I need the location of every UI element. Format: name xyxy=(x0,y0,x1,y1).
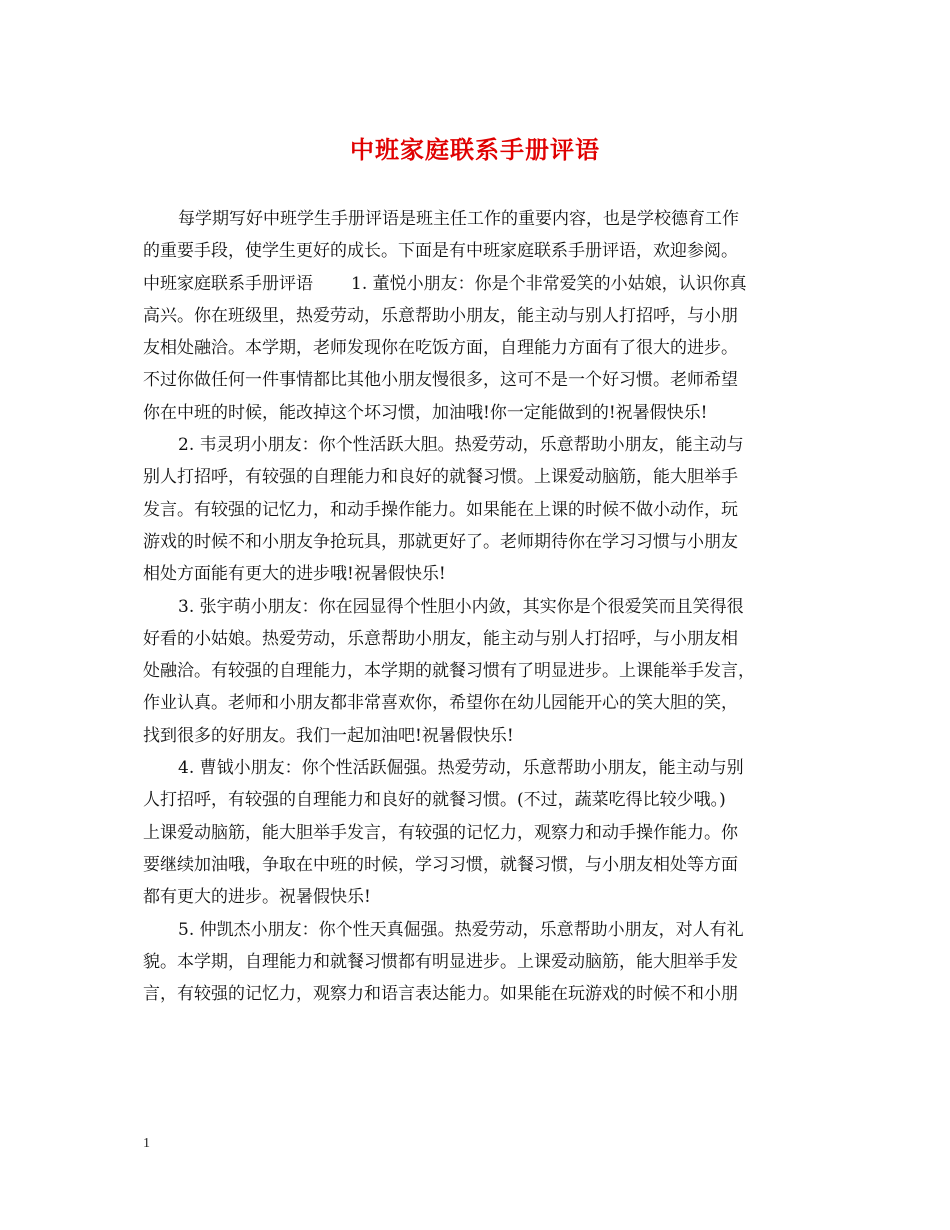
text-line-content: 3. 张宇萌小朋友：你在园显得个性胆小内敛，其实你是个很爱笑而且笑得很 xyxy=(178,596,744,617)
text-line xyxy=(143,849,808,881)
text-line xyxy=(143,235,808,267)
text-line-content: 的重要手段，使学生更好的成长。下面是有中班家庭联系手册评语，欢迎参阅。 xyxy=(143,241,738,262)
page-number: 1 xyxy=(143,1136,150,1151)
text-line xyxy=(143,655,808,687)
text-line xyxy=(143,558,808,590)
text-line-content: 相处方面能有更大的进步哦!祝暑假快乐! xyxy=(143,564,446,585)
text-line xyxy=(143,591,808,623)
text-line-content: 好看的小姑娘。热爱劳动，乐意帮助小朋友，能主动与别人打招呼，与小朋友相 xyxy=(143,628,738,649)
text-line xyxy=(143,461,808,493)
text-line-content: 找到很多的好朋友。我们一起加油吧!祝暑假快乐! xyxy=(143,725,514,746)
text-line xyxy=(143,526,808,558)
text-line-content: 高兴。你在班级里，热爱劳动，乐意帮助小朋友，能主动与别人打招呼，与小朋 xyxy=(143,305,738,326)
text-line-content: 游戏的时候不和小朋友争抢玩具，那就更好了。老师期待你在学习习惯与小朋友 xyxy=(143,531,738,552)
text-line-content: 人打招呼，有较强的自理能力和良好的就餐习惯。(不过，蔬菜吃得比较少哦。) xyxy=(143,790,726,811)
text-line xyxy=(143,397,808,429)
document-title: 中班家庭联系手册评语 xyxy=(350,135,600,164)
text-line xyxy=(143,784,808,816)
text-line-content: 友相处融洽。本学期，老师发现你在吃饭方面，自理能力方面有了很大的进步。 xyxy=(143,338,738,359)
text-line-content: 处融洽。有较强的自理能力，本学期的就餐习惯有了明显进步。上课能举手发言， xyxy=(143,661,755,682)
text-line-content: 5. 仲凯杰小朋友：你个性天真倔强。热爱劳动，乐意帮助小朋友，对人有礼 xyxy=(178,919,744,940)
text-line xyxy=(143,623,808,655)
text-line-content: 上课爱动脑筋，能大胆举手发言，有较强的记忆力，观察力和动手操作能力。你 xyxy=(143,822,738,843)
text-line xyxy=(143,364,808,396)
text-line-content: 4. 曹钺小朋友：你个性活跃倔强。热爱劳动，乐意帮助小朋友，能主动与别 xyxy=(178,758,744,779)
text-line-content: 言，有较强的记忆力，观察力和语言表达能力。如果能在玩游戏的时候不和小朋 xyxy=(143,984,738,1005)
text-line-content: 作业认真。老师和小朋友都非常喜欢你，希望你在幼儿园能开心的笑大胆的笑， xyxy=(143,693,738,714)
text-line xyxy=(143,752,808,784)
text-line xyxy=(143,881,808,913)
document-body xyxy=(143,203,808,1010)
text-line xyxy=(143,817,808,849)
text-line xyxy=(143,494,808,526)
text-line-content: 发言。有较强的记忆力，和动手操作能力。如果能在上课的时候不做小动作，玩 xyxy=(143,499,738,520)
text-line-content: 貌。本学期，自理能力和就餐习惯都有明显进步。上课爱动脑筋，能大胆举手发 xyxy=(143,951,738,972)
text-line xyxy=(143,720,808,752)
text-line-content: 你在中班的时候，能改掉这个坏习惯，加油哦!你一定能做到的!祝暑假快乐! xyxy=(143,402,708,423)
text-line xyxy=(143,914,808,946)
text-line xyxy=(143,203,808,235)
text-line xyxy=(143,332,808,364)
text-line xyxy=(143,429,808,461)
text-line xyxy=(143,300,808,332)
text-line-content: 1. 董悦小朋友：你是个非常爱笑的小姑娘，认识你真 xyxy=(351,273,747,294)
text-line-content: 要继续加油哦，争取在中班的时候，学习习惯，就餐习惯，与小朋友相处等方面 xyxy=(143,854,738,875)
text-line xyxy=(143,946,808,978)
text-line-content: 不过你做任何一件事情都比其他小朋友慢很多，这可不是一个好习惯。老师希望 xyxy=(143,370,738,391)
text-line-content: 2. 韦灵玥小朋友：你个性活跃大胆。热爱劳动，乐意帮助小朋友，能主动与 xyxy=(178,435,744,456)
text-line xyxy=(143,268,808,300)
text-line-content: 每学期写好中班学生手册评语是班主任工作的重要内容，也是学校德育工作 xyxy=(178,209,739,229)
text-line xyxy=(143,978,808,1010)
text-line-content: 中班家庭联系手册评语 xyxy=(143,273,313,294)
text-line xyxy=(143,687,808,719)
text-line-content: 别人打招呼，有较强的自理能力和良好的就餐习惯。上课爱动脑筋，能大胆举手 xyxy=(143,467,738,488)
text-line-content: 都有更大的进步。祝暑假快乐! xyxy=(143,887,371,908)
